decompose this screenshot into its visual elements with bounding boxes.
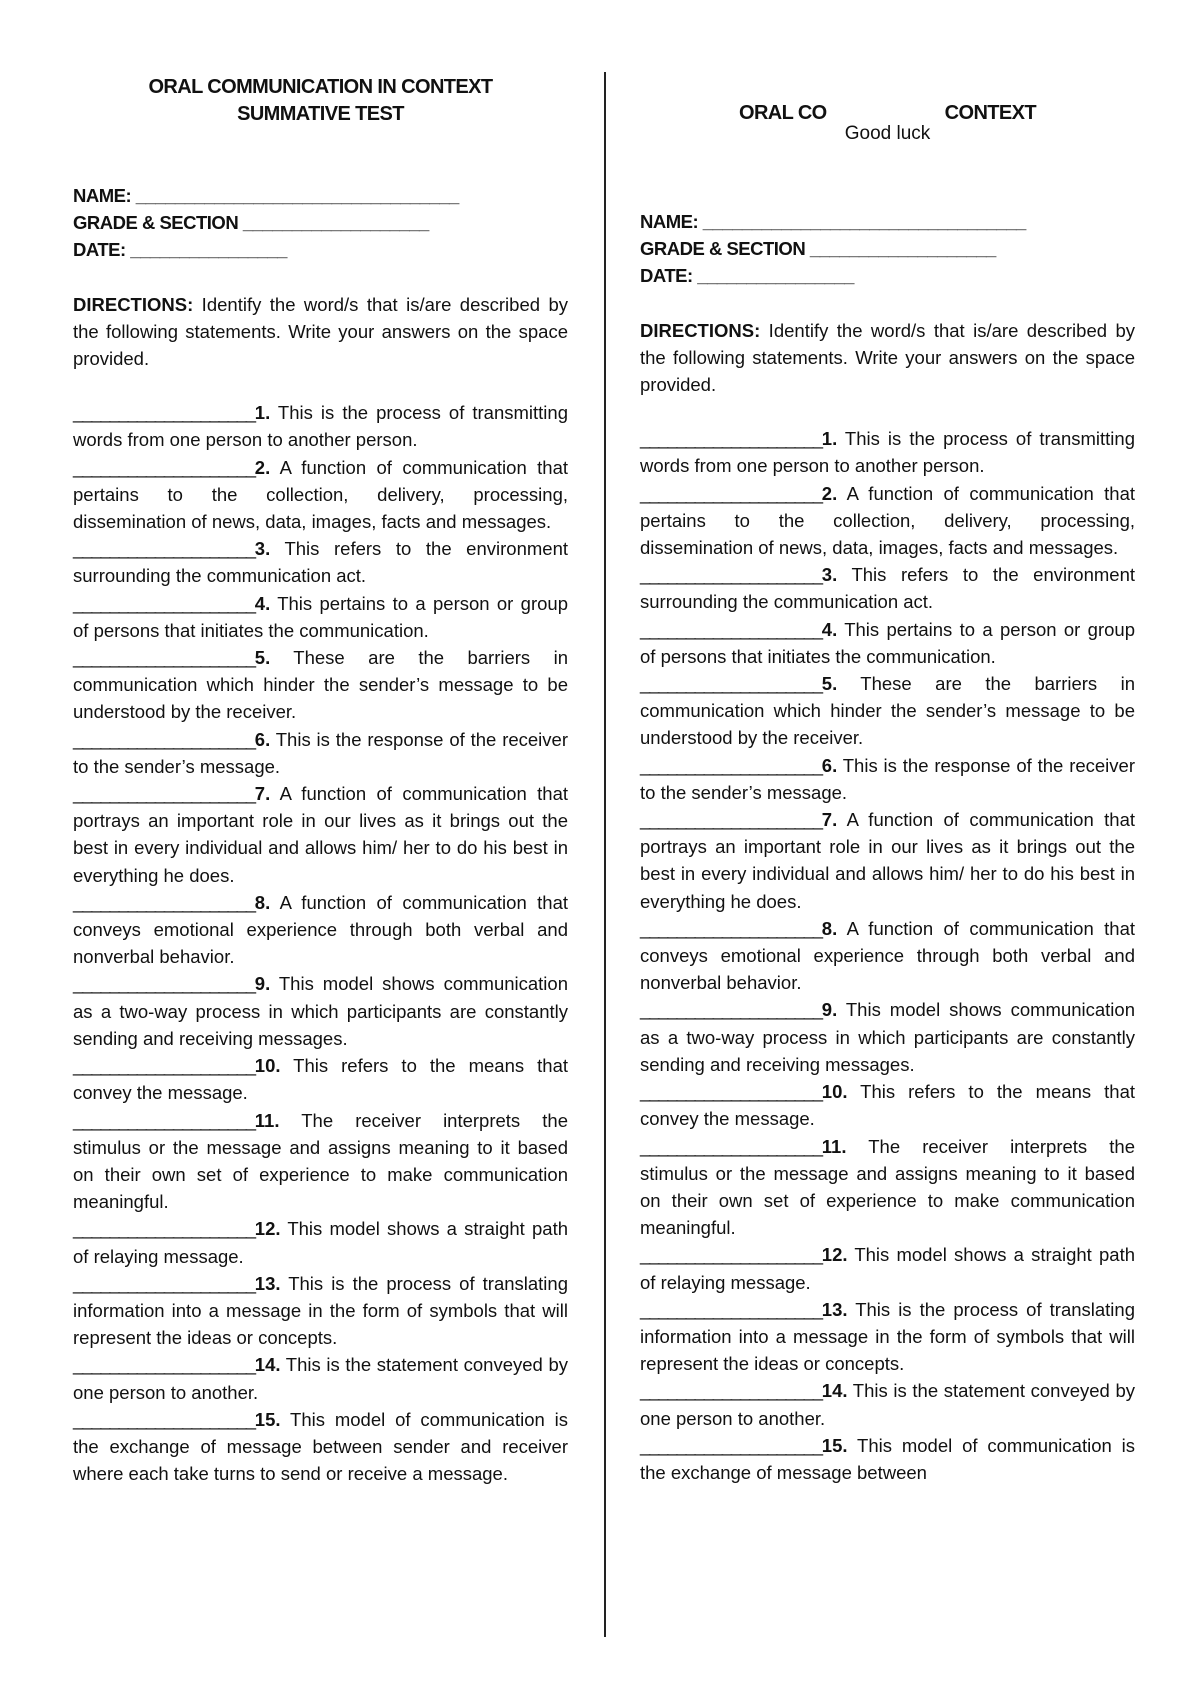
question-list — [640, 425, 1135, 1486]
question-number: 2. — [254, 456, 271, 478]
answer-blank: ____________________ — [640, 917, 822, 939]
right-title — [640, 100, 1135, 144]
question-number: 1. — [254, 402, 271, 424]
question-item — [640, 1078, 1135, 1132]
answer-blank: ____________________ — [640, 809, 822, 831]
question-item — [73, 590, 568, 644]
question-number: 9. — [821, 999, 838, 1021]
question-item — [73, 1270, 568, 1352]
question-item — [73, 889, 568, 971]
question-number: 3. — [254, 538, 271, 560]
grade-section-field: GRADE & SECTION ___________________ — [640, 238, 996, 260]
question-text: This model of communication is the exchange of message between — [640, 1434, 1135, 1483]
question-text: A function of communication that conveys emotional experience through both verbal and nonverbal behavior. — [73, 891, 568, 968]
question-text: This model shows a straight path of relaying message. — [640, 1244, 1135, 1293]
question-item — [640, 1296, 1135, 1378]
question-text: This is the process of transmitting words from one person to another person. — [73, 402, 568, 451]
question-text: This is the statement conveyed by one person to another. — [640, 1380, 1135, 1429]
answer-blank: ____________________ — [73, 783, 255, 805]
question-item — [640, 425, 1135, 479]
answer-blank: ____________________ — [640, 673, 822, 695]
question-number: 12. — [821, 1244, 848, 1266]
question-text: A function of communication that pertains to the collection, delivery, processing, dissemination of news, data, images, facts and messages. — [640, 482, 1135, 559]
question-item — [640, 1432, 1135, 1486]
question-item — [73, 1052, 568, 1106]
answer-blank: ____________________ — [73, 1408, 255, 1430]
answer-blank: ____________________ — [73, 647, 255, 669]
question-text: This is the statement conveyed by one person to another. — [73, 1354, 568, 1403]
question-text: This is the process of transmitting words from one person to another person. — [640, 428, 1135, 477]
question-item — [640, 915, 1135, 997]
question-item — [640, 1133, 1135, 1242]
answer-blank: ____________________ — [640, 1081, 822, 1103]
directions-text: Identify the word/s that is/are described by the following statements. Write your answers on the space provided. — [640, 319, 1135, 396]
answer-blank: ____________________ — [640, 754, 822, 776]
answer-blank: ____________________ — [73, 592, 255, 614]
answer-blank: ____________________ — [640, 428, 822, 450]
question-number: 5. — [254, 647, 271, 669]
question-item — [640, 1241, 1135, 1295]
question-number: 4. — [821, 618, 838, 640]
question-item — [640, 561, 1135, 615]
question-text: This model shows a straight path of relaying message. — [73, 1218, 568, 1267]
left-title-line-2: SUMMATIVE TEST — [237, 103, 404, 125]
question-item — [73, 644, 568, 726]
question-text: This refers to the environment surrounding the communication act. — [73, 538, 568, 587]
question-text: This is the process of translating information into a message in the form of symbols that will represent the ideas or concepts. — [73, 1272, 568, 1349]
answer-blank: ____________________ — [640, 1244, 822, 1266]
answer-blank: ____________________ — [640, 564, 822, 586]
directions — [640, 317, 1135, 399]
answer-blank: ____________________ — [640, 1434, 822, 1456]
question-number: 15. — [821, 1434, 848, 1456]
directions-label: DIRECTIONS: — [640, 319, 761, 341]
answer-blank: ____________________ — [73, 1218, 255, 1240]
question-text: This model shows communication as a two-way process in which participants are constantly sending and receiving messages. — [640, 999, 1135, 1075]
question-number: 7. — [821, 809, 838, 831]
question-item — [73, 1351, 568, 1405]
question-text: A function of communication that pertains to the collection, delivery, processing, dissemination of news, data, images, facts and messages. — [73, 456, 568, 533]
question-item — [73, 1406, 568, 1488]
directions — [73, 291, 568, 373]
question-item — [640, 616, 1135, 670]
question-item — [640, 806, 1135, 915]
question-item — [73, 399, 568, 453]
answer-blank: ____________________ — [640, 482, 822, 504]
answer-blank: ____________________ — [73, 456, 255, 478]
question-text: This pertains to a person or group of persons that initiates the communication. — [640, 618, 1135, 667]
question-number: 14. — [821, 1380, 848, 1402]
question-text: This refers to the means that convey the message. — [640, 1081, 1135, 1130]
right-test-copy — [640, 100, 1135, 1486]
directions-text: Identify the word/s that is/are described by the following statements. Write your answers on the space provided. — [73, 293, 568, 370]
question-number: 9. — [254, 973, 271, 995]
question-number: 10. — [254, 1055, 281, 1077]
question-number: 6. — [254, 728, 271, 750]
question-number: 14. — [254, 1354, 281, 1376]
question-item — [640, 1377, 1135, 1431]
question-text: This is the process of translating information into a message in the form of symbols that will represent the ideas or concepts. — [640, 1298, 1135, 1375]
answer-blank: ____________________ — [73, 1354, 255, 1376]
grade-section-field: GRADE & SECTION ___________________ — [73, 212, 429, 234]
question-text: This is the response of the receiver to the sender’s message. — [640, 754, 1135, 803]
question-number: 11. — [254, 1109, 280, 1131]
question-number: 11. — [821, 1135, 847, 1157]
question-number: 3. — [821, 564, 838, 586]
question-number: 5. — [821, 673, 838, 695]
answer-blank: ____________________ — [640, 1298, 822, 1320]
question-text: This refers to the environment surrounding the communication act. — [640, 564, 1135, 613]
question-item — [73, 1215, 568, 1269]
question-list — [73, 399, 568, 1487]
answer-blank: ____________________ — [640, 999, 822, 1021]
question-text: A function of communication that conveys emotional experience through both verbal and nonverbal behavior. — [640, 917, 1135, 994]
question-number: 2. — [821, 482, 838, 504]
question-text: These are the barriers in communication which hinder the sender’s message to be understood by the receiver. — [73, 647, 568, 723]
right-title-left: ORAL CO — [738, 102, 827, 124]
question-item — [640, 752, 1135, 806]
question-text: This refers to the means that convey the message. — [73, 1055, 568, 1104]
question-number: 15. — [254, 1408, 281, 1430]
left-test-copy — [73, 74, 568, 1487]
question-item — [73, 726, 568, 780]
date-field: DATE: ________________ — [73, 239, 287, 261]
question-text: This model shows communication as a two-way process in which participants are constantly sending and receiving messages. — [73, 973, 568, 1049]
question-number: 10. — [821, 1081, 848, 1103]
answer-blank: ____________________ — [640, 618, 822, 640]
question-text: The receiver interprets the stimulus or the message and assigns meaning to it based on their own set of experience to make communication meaningful. — [73, 1109, 568, 1213]
question-number: 7. — [254, 783, 271, 805]
name-field: NAME: _________________________________ — [73, 185, 459, 206]
answer-blank: ____________________ — [73, 973, 255, 995]
right-title-right: CONTEXT — [944, 102, 1036, 124]
question-item — [640, 996, 1135, 1078]
answer-blank: ____________________ — [73, 1055, 255, 1077]
answer-blank: ____________________ — [73, 538, 255, 560]
answer-blank: ____________________ — [73, 402, 255, 424]
question-number: 4. — [254, 592, 271, 614]
question-number: 1. — [821, 428, 838, 450]
answer-blank: ____________________ — [73, 728, 255, 750]
question-text: A function of communication that portrays an important role in our lives as it brings out the best in every individual and allows him/ her to do his best in everything he does. — [640, 809, 1135, 912]
question-item — [73, 1107, 568, 1216]
question-number: 13. — [254, 1272, 281, 1294]
answer-blank: ____________________ — [640, 1380, 822, 1402]
question-number: 6. — [821, 754, 838, 776]
good-luck-overlay: Good luck — [844, 123, 931, 144]
question-item — [73, 780, 568, 889]
question-text: The receiver interprets the stimulus or the message and assigns meaning to it based on their own set of experience to make communication meaningful. — [640, 1135, 1135, 1239]
question-item — [73, 535, 568, 589]
directions-label: DIRECTIONS: — [73, 293, 194, 315]
question-number: 13. — [821, 1298, 848, 1320]
answer-blank: ____________________ — [73, 1109, 255, 1131]
question-number: 12. — [254, 1218, 281, 1240]
left-title-line-1: ORAL COMMUNICATION IN CONTEXT — [148, 76, 493, 98]
question-text: This is the response of the receiver to the sender’s message. — [73, 728, 568, 777]
answer-blank: ____________________ — [73, 891, 255, 913]
column-divider — [604, 72, 606, 1637]
question-item — [640, 480, 1135, 562]
question-number: 8. — [254, 891, 271, 913]
question-item — [73, 970, 568, 1052]
answer-blank: ____________________ — [73, 1272, 255, 1294]
question-number: 8. — [821, 917, 838, 939]
answer-blank: ____________________ — [640, 1135, 822, 1157]
date-field: DATE: ________________ — [640, 265, 854, 287]
question-text: This model of communication is the exchange of message between sender and receiver where each take turns to send or receive a message. — [73, 1408, 568, 1485]
question-text: A function of communication that portrays an important role in our lives as it brings out the best in every individual and allows him/ her to do his best in everything he does. — [73, 783, 568, 886]
name-field: NAME: _________________________________ — [640, 211, 1026, 232]
question-item — [73, 454, 568, 536]
question-item — [640, 670, 1135, 752]
question-text: This pertains to a person or group of persons that initiates the communication. — [73, 592, 568, 641]
question-text: These are the barriers in communication which hinder the sender’s message to be understood by the receiver. — [640, 673, 1135, 749]
